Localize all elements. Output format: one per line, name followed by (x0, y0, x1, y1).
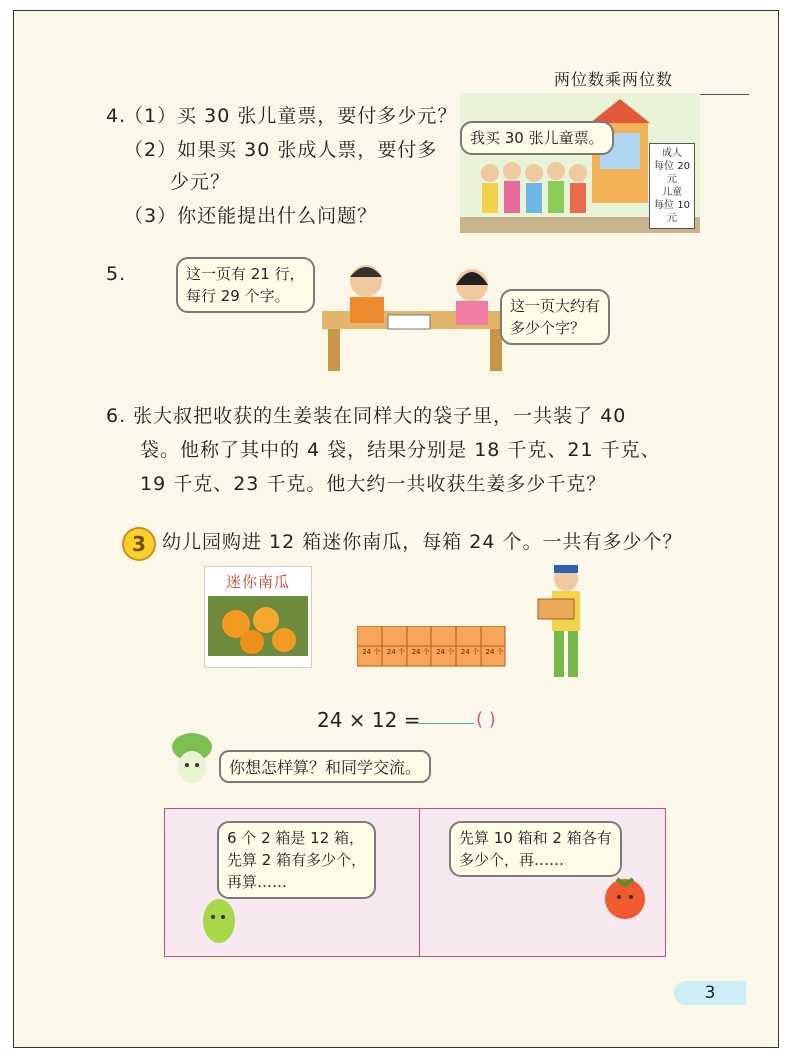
q4-part2b: 少元？ (170, 171, 231, 193)
left-line2: 先算 2 箱有多少个， (227, 851, 367, 869)
q5-bubble-left-line2: 每行 29 个字。 (186, 287, 290, 305)
box-label: 24 个 (460, 648, 480, 656)
page-number: 3 (674, 981, 746, 1005)
answer-blank[interactable] (419, 723, 474, 724)
box-label: 24 个 (436, 648, 455, 656)
delivery-man-illustration (524, 559, 604, 689)
adult-label: 成人 (662, 148, 682, 159)
hint-bubble: 你想怎样算？和同学交流。 (219, 750, 431, 783)
discussion-bubble-right (449, 821, 622, 877)
box-label: 24 个 (411, 648, 430, 656)
adult-price: 每位 20 元 (654, 161, 690, 185)
unit-answer-blank[interactable]: ( ) (476, 709, 496, 730)
panel-divider (419, 809, 420, 956)
right-line2: 多少个，再…… (459, 851, 565, 869)
discussion-panel (164, 808, 666, 957)
example-3-question: 幼儿园购进 12 箱迷你南瓜，每箱 24 个。一共有多少个？ (162, 531, 683, 553)
child-price: 每位 10 元 (654, 200, 690, 224)
pear-character-icon (193, 885, 243, 951)
q4-part3: （3）你还能提出什么问题？ (124, 205, 378, 227)
q5-number: 5. (106, 263, 127, 285)
q5-bubble-right-line1: 这一页大约有 (510, 297, 601, 315)
tomato-character-icon (597, 867, 657, 927)
mini-pumpkin-label: 迷你南瓜 (225, 573, 290, 591)
cabbage-character-icon (164, 729, 220, 791)
box-label: 24 个 (386, 648, 406, 656)
child-label: 儿童 (662, 187, 682, 198)
example-number-badge: 3 (122, 527, 156, 561)
q5-bubble-right-line2: 多少个字？ (510, 319, 586, 337)
box-label: 24 个 (485, 648, 504, 656)
q4-number: 4. (106, 105, 127, 127)
box-label: 24 个 (362, 648, 381, 656)
box-labels (359, 647, 507, 657)
ticket-price-sign (649, 143, 695, 229)
q6-line2: 袋。他称了其中的 4 袋，结果分别是 18 千克、21 千克、 (140, 439, 661, 461)
students-desk-illustration (314, 255, 524, 373)
page-header-title: 两位数乘两位数 (550, 67, 749, 95)
mini-pumpkin-photo-card (204, 566, 312, 668)
right-line1: 先算 10 箱和 2 箱各有 (459, 829, 612, 847)
equation: 24 × 12 = (317, 708, 421, 732)
q4-speech-bubble: 我买 30 张儿童票。 (460, 121, 614, 155)
q4-part1: （1）买 30 张儿童票，要付多少元？ (124, 105, 458, 127)
pumpkins-photo (208, 592, 308, 658)
q5-bubble-right (500, 289, 610, 345)
textbook-page (13, 10, 779, 1048)
q6-line3: 19 千克、23 千克。他大约一共收获生姜多少千克？ (140, 473, 607, 495)
left-line1: 6 个 2 箱是 12 箱， (227, 829, 365, 847)
q6-line1: 6. 张大叔把收获的生姜装在同样大的袋子里，一共装了 40 (106, 405, 627, 427)
q5-bubble-left-line1: 这一页有 21 行， (186, 265, 305, 283)
left-line3: 再算…… (227, 873, 288, 891)
q4-part2a: （2）如果买 30 张成人票，要付多 (124, 139, 438, 161)
q5-bubble-left (176, 257, 315, 313)
